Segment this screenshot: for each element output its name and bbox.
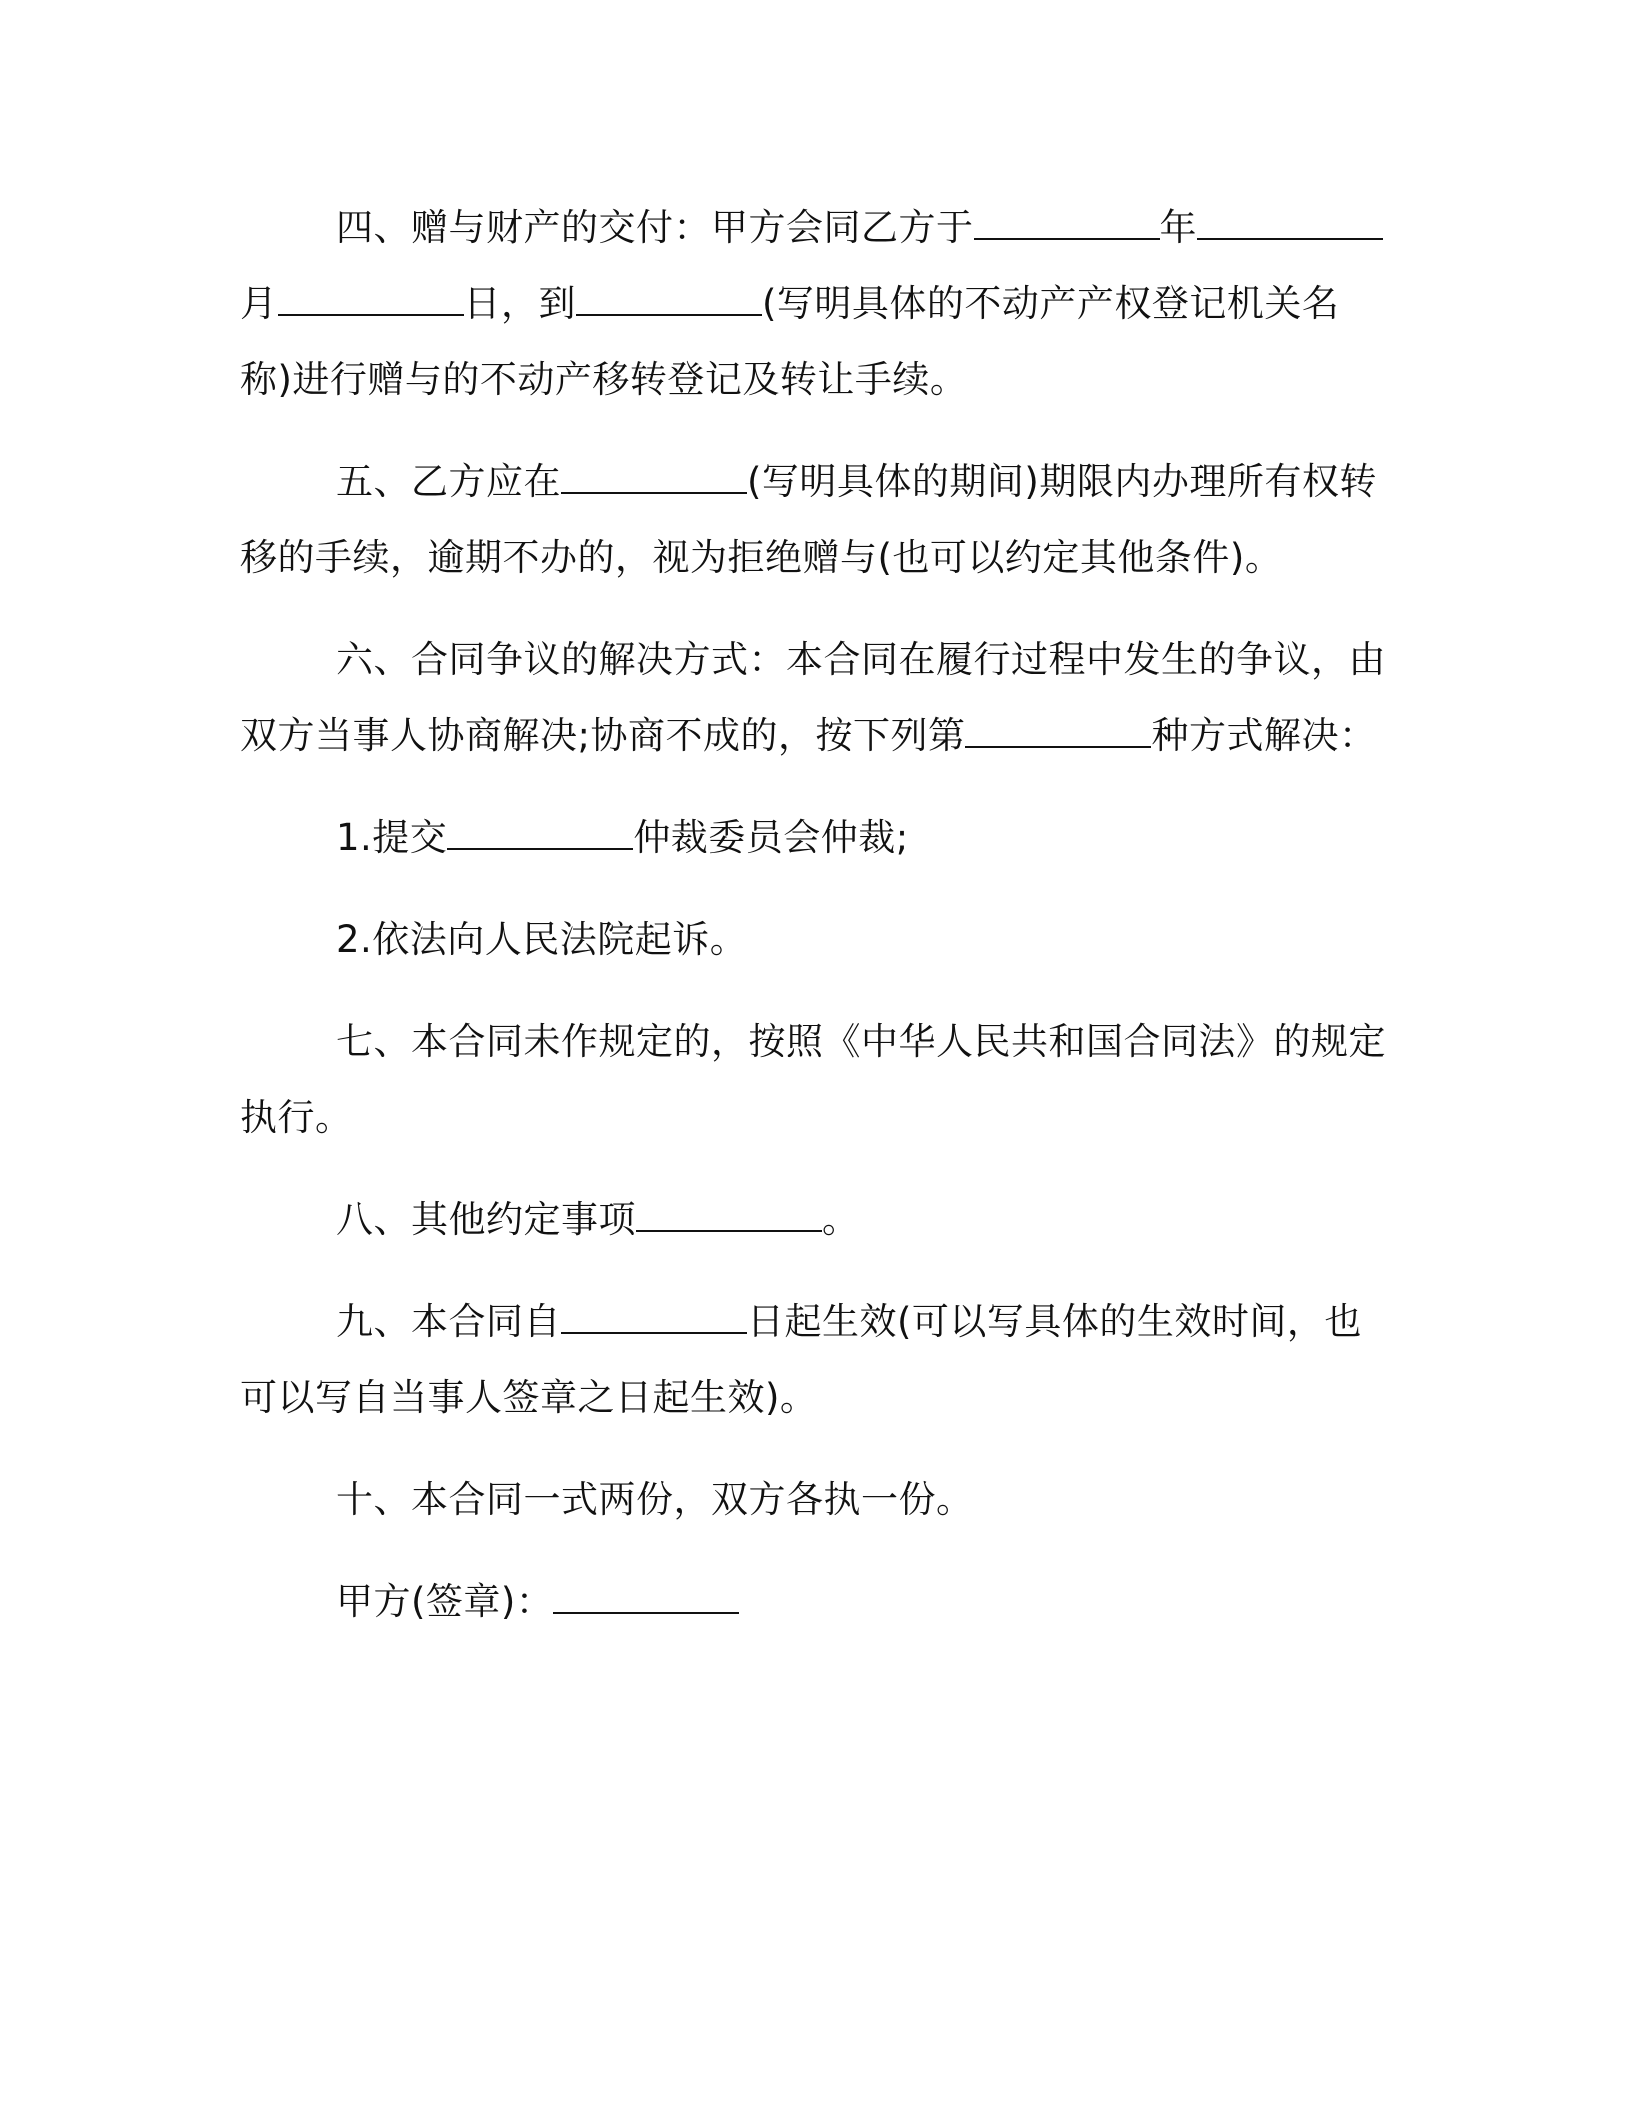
clause-text: 八、其他约定事项: [336, 1198, 636, 1241]
fill-in-blank: [965, 716, 1151, 748]
contract-body: [240, 190, 1390, 1666]
clause-p5: [240, 444, 1390, 596]
clause-p6-2: [240, 902, 1390, 978]
fill-in-blank: [561, 462, 747, 494]
clause-text: 日，到: [463, 282, 576, 325]
clause-p6-1: [240, 800, 1390, 876]
clause-text: 五、乙方应在: [336, 460, 561, 503]
fill-in-blank: [553, 1582, 739, 1614]
clause-text: (写明具体的期间)期限内办理所有权转移的手续，逾期不办的，视为拒绝赠与(也可以约定其他条件)。: [240, 460, 1377, 579]
fill-in-blank: [576, 284, 762, 316]
fill-in-blank: [636, 1200, 822, 1232]
fill-in-blank: [278, 284, 464, 316]
fill-in-blank: [561, 1302, 747, 1334]
clause-text: 仲裁委员会仲裁;: [633, 816, 909, 859]
clause-p8: [240, 1182, 1390, 1258]
clause-text: 。: [822, 1198, 860, 1241]
fill-in-blank: [974, 208, 1160, 240]
clause-p4: [240, 190, 1390, 418]
clause-text: 十、本合同一式两份，双方各执一份。: [336, 1478, 974, 1521]
clause-text: 年: [1159, 206, 1197, 249]
clause-p7: [240, 1004, 1390, 1156]
clause-text: 1.提交: [336, 816, 448, 859]
clause-text: 四、赠与财产的交付：甲方会同乙方于: [336, 206, 974, 249]
fill-in-blank: [447, 818, 633, 850]
clause-p9: [240, 1284, 1390, 1436]
clause-text: 六、合同争议的解决方式：本合同在履行过程中发生的争议，由双方当事人协商解决;协商不成的，按下列第: [240, 638, 1386, 757]
clause-text: 日起生效(可以写具体的生效时间，也可以写自当事人签章之日起生效)。: [240, 1300, 1362, 1419]
clause-text: (写明具体的不动产产权登记机关名称)进行赠与的不动产移转登记及转让手续。: [240, 282, 1340, 401]
clause-text: 种方式解决：: [1151, 714, 1377, 757]
clause-text: 九、本合同自: [336, 1300, 561, 1343]
clause-p6: [240, 622, 1390, 774]
clause-text: 月: [240, 282, 278, 325]
clause-text: 甲方(签章)：: [336, 1580, 554, 1623]
fill-in-blank: [1197, 208, 1383, 240]
clause-text: 2.依法向人民法院起诉。: [336, 918, 748, 961]
clause-p10: [240, 1462, 1390, 1538]
clause-text: 七、本合同未作规定的，按照《中华人民共和国合同法》的规定执行。: [240, 1020, 1386, 1139]
clause-sign-a: [240, 1564, 1390, 1640]
